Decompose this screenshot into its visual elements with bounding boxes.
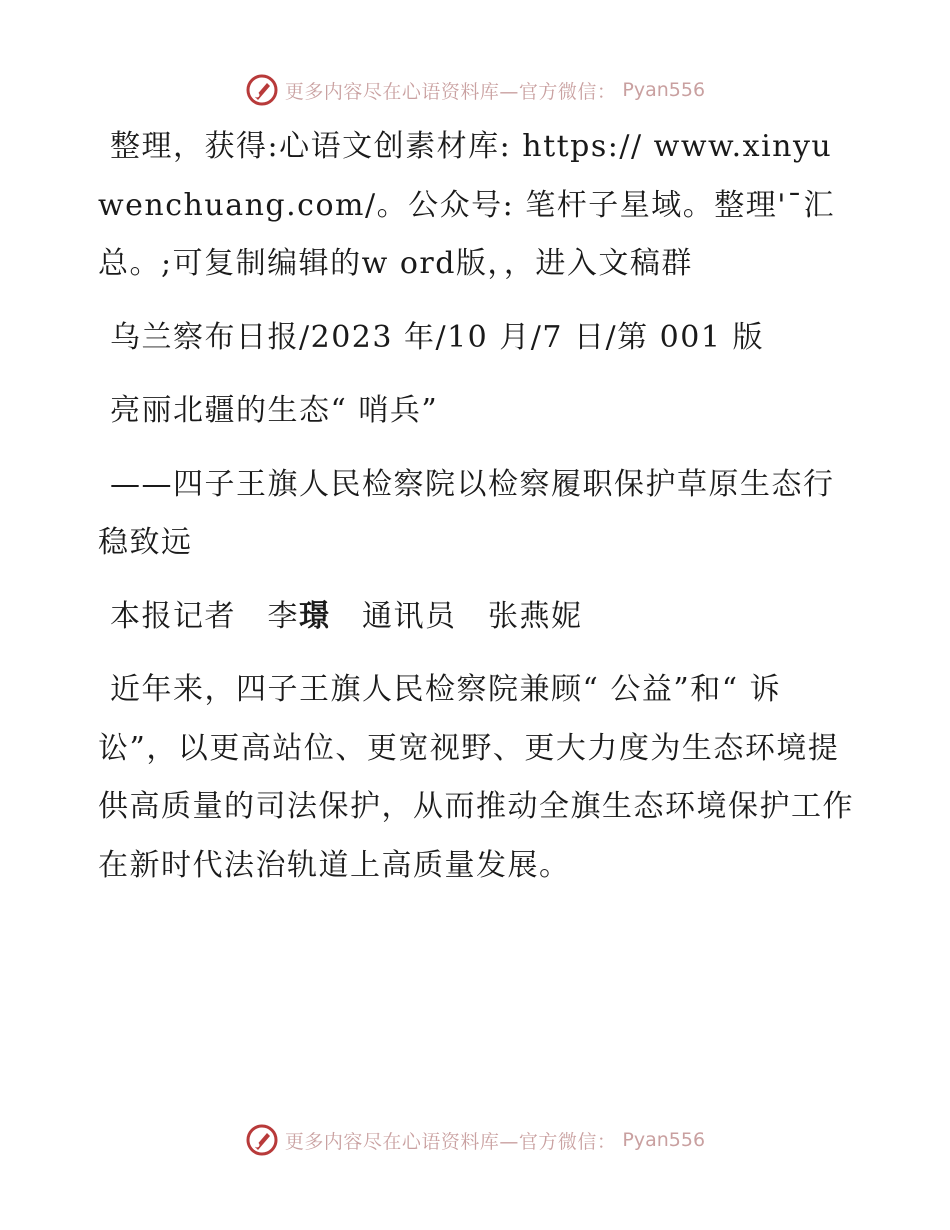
- dateline: 乌兰察布日报/2023 年/10 月/7 日/第 001 版: [110, 319, 764, 355]
- body-paragraph: 近年来，四子王旗人民检察院兼顾“ 公益”和“ 诉讼”，以更高站位、更宽视野、更大力度为生态环境提供高质量的司法保护，从而推动全旗生态环境保护工作在新时代法治轨道上高质量发展。: [98, 672, 854, 883]
- watermark-text: 更多内容尽在心语资料库—官方微信：: [284, 80, 617, 103]
- article-subtitle: ——四子王旗人民检察院以检察履职保护草原生态行稳致远: [98, 466, 835, 560]
- pen-logo-icon: [245, 73, 279, 107]
- header-watermark: [0, 70, 950, 110]
- footer-watermark: [0, 1120, 950, 1160]
- byline-prefix: 本报记者 李: [110, 598, 299, 634]
- article-title: 亮丽北疆的生态“ 哨兵”: [110, 393, 439, 428]
- intro-paragraph: 整理，获得:心语文创素材库: https:// www.xinyuwenchuang.com/。公众号: 笔杆子星域。整理'¯汇总。;可复制编辑的w ord版，，进入文稿群: [98, 129, 835, 281]
- watermark-text: 更多内容尽在心语资料库—官方微信：: [284, 1130, 617, 1153]
- byline-suffix: 通讯员 张燕妮: [330, 598, 583, 634]
- pen-logo-icon: [245, 1123, 279, 1157]
- watermark-handle: Pyan556: [622, 79, 706, 101]
- article-body: [98, 118, 858, 895]
- byline-char: 璟: [299, 598, 331, 634]
- byline: [98, 588, 858, 647]
- watermark-handle: Pyan556: [622, 1129, 706, 1151]
